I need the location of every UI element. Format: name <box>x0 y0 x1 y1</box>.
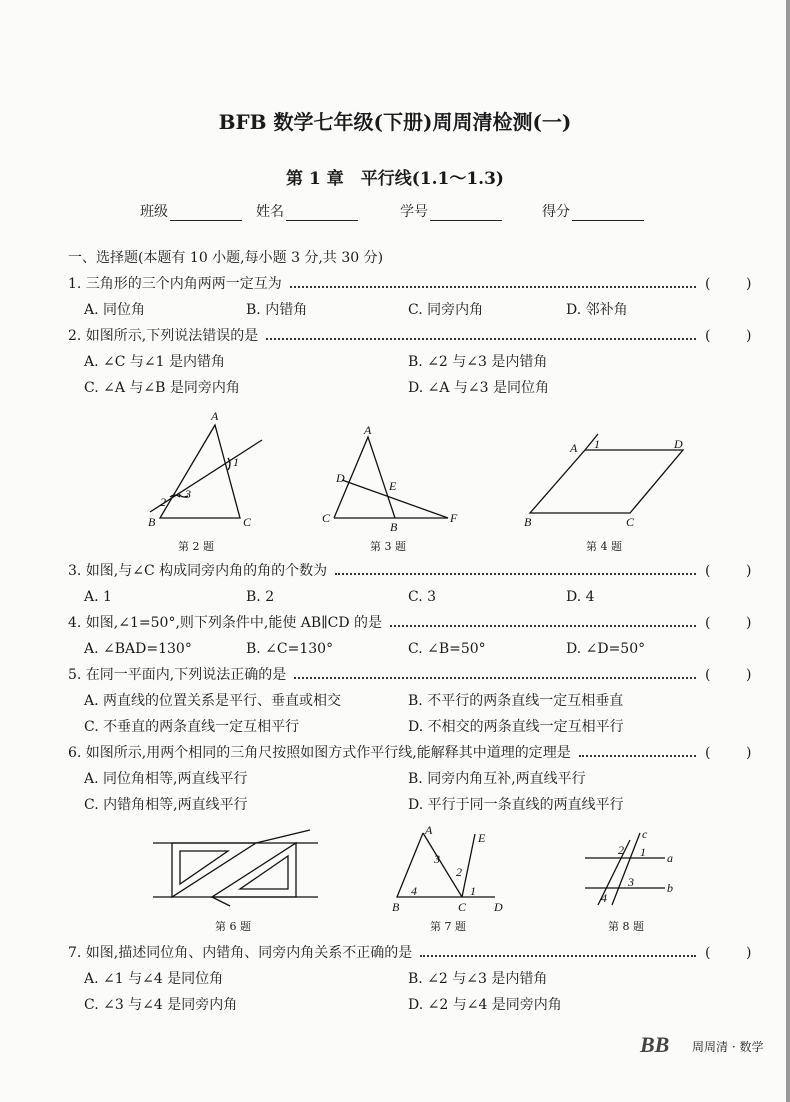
label: B <box>524 515 532 529</box>
label: 1 <box>233 455 239 469</box>
answer-paren-close: ) <box>746 945 752 961</box>
page-title: BFB 数学七年级(下册)周周清检测(一) <box>218 110 572 134</box>
answer-paren-open[interactable]: ( <box>705 745 711 761</box>
option-b[interactable]: B. 不平行的两条直线一定互相垂直 <box>408 693 624 709</box>
label: B <box>392 900 400 914</box>
figure-q6 <box>153 830 318 906</box>
label: 1 <box>640 845 646 859</box>
label: c <box>642 827 648 841</box>
label: B <box>390 520 398 534</box>
figure-caption: 第 8 题 <box>608 920 644 933</box>
option-b[interactable]: B. ∠2 与∠3 是内错角 <box>408 354 548 370</box>
field-label: 学号 <box>400 204 428 220</box>
option-a[interactable]: A. ∠BAD=130° <box>84 641 192 657</box>
figure-q3 <box>322 423 458 534</box>
option-a[interactable]: A. 同位角相等,两直线平行 <box>84 771 248 787</box>
figure-caption: 第 2 题 <box>178 540 214 553</box>
field-label: 姓名 <box>256 204 284 220</box>
label: 2 <box>160 495 166 509</box>
figure-q8 <box>585 827 673 905</box>
answer-paren-close: ) <box>746 328 752 344</box>
label: C <box>322 511 331 525</box>
option-c[interactable]: C. 不垂直的两条直线一定互相平行 <box>84 719 300 735</box>
question-stem: 1. 三角形的三个内角两两一定互为 <box>68 276 282 292</box>
answer-paren-open[interactable]: ( <box>705 667 711 683</box>
question-stem: 7. 如图,描述同位角、内错角、同旁内角关系不正确的是 <box>68 945 413 961</box>
chapter-title: 第 1 章 平行线(1.1～1.3) <box>286 169 504 189</box>
answer-paren-open[interactable]: ( <box>705 563 711 579</box>
option-c[interactable]: C. ∠A 与∠B 是同旁内角 <box>84 380 240 396</box>
option-d[interactable]: D. ∠D=50° <box>566 641 646 657</box>
label: F <box>450 511 458 525</box>
label: C <box>243 515 252 529</box>
answer-paren-open[interactable]: ( <box>705 276 711 292</box>
label: A <box>364 423 372 437</box>
label: 3 <box>628 875 634 889</box>
label: D <box>336 471 345 485</box>
question-stem: 4. 如图,∠1=50°,则下列条件中,能使 AB∥CD 的是 <box>68 615 383 631</box>
option-a[interactable]: A. 同位角 <box>84 302 146 318</box>
answer-paren-close: ) <box>746 745 752 761</box>
option-b[interactable]: B. ∠C=130° <box>246 641 334 657</box>
footer-logo: BB <box>640 1032 670 1057</box>
field-label: 班级 <box>140 204 168 220</box>
question-stem: 5. 在同一平面内,下列说法正确的是 <box>68 667 287 683</box>
answer-paren-close: ) <box>746 276 752 292</box>
option-d[interactable]: D. 平行于同一条直线的两直线平行 <box>408 797 624 813</box>
figure-q4 <box>524 434 683 529</box>
label: C <box>458 900 467 914</box>
label: C <box>626 515 635 529</box>
figure-caption: 第 7 题 <box>430 920 466 933</box>
option-b[interactable]: B. 2 <box>246 589 275 605</box>
label: D <box>494 900 503 914</box>
option-c[interactable]: C. 内错角相等,两直线平行 <box>84 797 248 813</box>
option-c[interactable]: C. 同旁内角 <box>408 302 484 318</box>
option-c[interactable]: C. 3 <box>408 589 437 605</box>
answer-paren-open[interactable]: ( <box>705 615 711 631</box>
answer-paren-open[interactable]: ( <box>705 328 711 344</box>
label: E <box>389 479 397 493</box>
question-stem: 3. 如图,与∠C 构成同旁内角的角的个数为 <box>68 563 328 579</box>
label: 2 <box>618 843 624 857</box>
option-d[interactable]: D. ∠A 与∠3 是同位角 <box>408 380 550 396</box>
option-a[interactable]: A. ∠1 与∠4 是同位角 <box>84 971 224 987</box>
answer-paren-close: ) <box>746 563 752 579</box>
option-a[interactable]: A. 两直线的位置关系是平行、垂直或相交 <box>84 693 342 709</box>
option-d[interactable]: D. 不相交的两条直线一定互相平行 <box>408 719 624 735</box>
label: 3 <box>434 852 440 866</box>
option-b[interactable]: B. 内错角 <box>246 302 308 318</box>
label: E <box>478 831 486 845</box>
option-c[interactable]: C. ∠B=50° <box>408 641 486 657</box>
option-d[interactable]: D. 邻补角 <box>566 302 628 318</box>
label: B <box>148 515 156 529</box>
label: b <box>667 881 673 895</box>
label: D <box>674 437 683 451</box>
figure-caption: 第 6 题 <box>215 920 251 933</box>
answer-paren-close: ) <box>746 615 752 631</box>
question-stem: 2. 如图所示,下列说法错误的是 <box>68 328 259 344</box>
question-stem: 6. 如图所示,用两个相同的三角尺按照如图方式作平行线,能解释其中道理的定理是 <box>68 745 571 761</box>
label: 1 <box>594 437 600 451</box>
label: 4 <box>411 884 417 898</box>
label: A <box>570 441 578 455</box>
figure-q2 <box>148 409 262 529</box>
option-d[interactable]: D. ∠2 与∠4 是同旁内角 <box>408 997 562 1013</box>
label: 2 <box>456 865 462 879</box>
option-c[interactable]: C. ∠3 与∠4 是同旁内角 <box>84 997 238 1013</box>
figure-caption: 第 3 题 <box>370 540 406 553</box>
label: A <box>425 823 433 837</box>
option-d[interactable]: D. 4 <box>566 589 595 605</box>
field-label: 得分 <box>542 204 570 220</box>
label: 4 <box>601 891 607 905</box>
option-a[interactable]: A. ∠C 与∠1 是内错角 <box>84 354 225 370</box>
label: 1 <box>470 884 476 898</box>
option-b[interactable]: B. 同旁内角互补,两直线平行 <box>408 771 586 787</box>
option-a[interactable]: A. 1 <box>84 589 112 605</box>
label: 3 <box>185 487 191 501</box>
figure-caption: 第 4 题 <box>586 540 622 553</box>
answer-paren-open[interactable]: ( <box>705 945 711 961</box>
label: A <box>211 409 219 423</box>
option-b[interactable]: B. ∠2 与∠3 是内错角 <box>408 971 548 987</box>
footer-brand: 周周清 · 数学 <box>692 1040 764 1054</box>
section-heading: 一、选择题(本题有 10 小题,每小题 3 分,共 30 分) <box>68 250 384 266</box>
answer-paren-close: ) <box>746 667 752 683</box>
figure-q7 <box>392 823 503 914</box>
label: a <box>667 851 673 865</box>
